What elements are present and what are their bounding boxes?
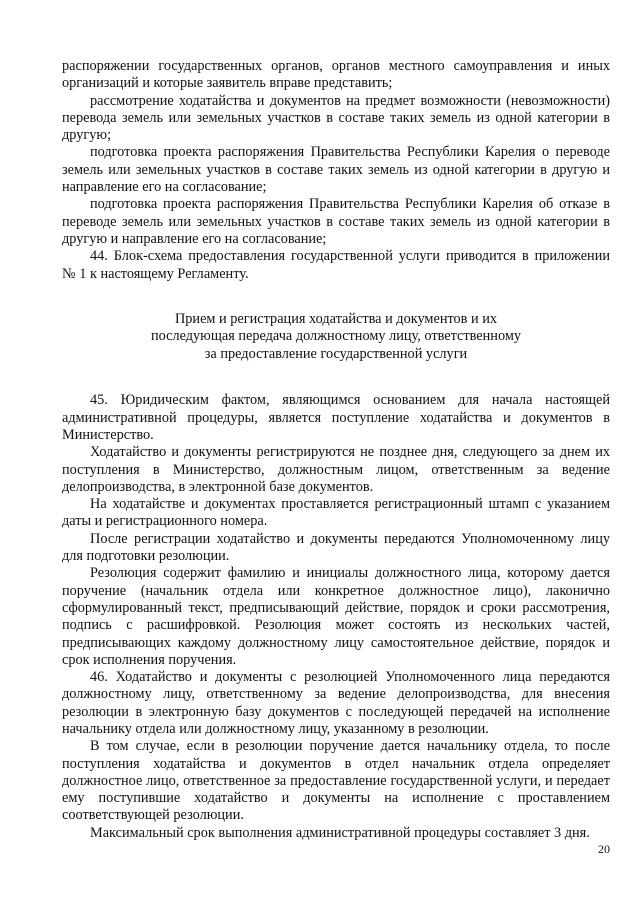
paragraph: В том случае, если в резолюции поручение дается начальнику отдела, то после поступления ходатайства и документов в отдел начальник отдела определяет должностное лицо, ответственное за предоставление государственной услуги, и передает ему поступившие ходатайство и документы на исполнение с проставлением соответствующей резолюции. — [62, 738, 610, 824]
document-body — [62, 58, 610, 842]
paragraph: Ходатайство и документы регистрируются не позднее дня, следующего за днем их поступления в Министерство, должностным лицом, ответственным за ведение делопроизводства, в электронной базе документов. — [62, 444, 610, 495]
paragraph: рассмотрение ходатайства и документов на предмет возможности (невозможности) перевода земель или земельных участков в составе таких земель из одной категории в другую; — [62, 92, 610, 144]
paragraph: После регистрации ходатайство и документы передаются Уполномоченному лицу для подготовки резолюции. — [62, 530, 610, 565]
section-heading — [62, 311, 610, 364]
paragraph: 45. Юридическим фактом, являющимся основанием для начала настоящей административной процедуры, является поступление ходатайства и документов в Министерство. — [62, 392, 610, 443]
page-number: 20 — [598, 842, 610, 856]
section-heading-line: за предоставление государственной услуги — [204, 345, 468, 362]
paragraph: подготовка проекта распоряжения Правительства Республики Карелия об отказе в переводе земель или земельных участков в составе таких земель из одной категории в другую и направление его на согласование; — [62, 196, 610, 247]
section-heading-line: Прием и регистрация ходатайства и документов и их — [174, 310, 498, 327]
paragraph: Максимальный срок выполнения административной процедуры составляет 3 дня. — [90, 824, 590, 841]
paragraph: 46. Ходатайство и документы с резолюцией Уполномоченного лица передаются должностному лицу, ответственному за ведение делопроизводства, для внесения резолюции в электронную базу документов с последующей передачей на исполнение начальнику отдела или должностному лицу, указанному в резолюции. — [62, 669, 610, 737]
section-heading-line: последующая передача должностному лицу, ответственному — [150, 328, 522, 345]
paragraph: Резолюция содержит фамилию и инициалы должностного лица, которому дается поручение (начальник отдела или конкретное должностное лицо), лаконично сформулированный текст, предписывающий действие, порядок и сроки рассмотрения, подпись с расшифровкой. Резолюция может состоять из нескольких частей, предписывающих каждому должностному лицу самостоятельное действие, порядок и срок исполнения поручения. — [62, 565, 610, 668]
paragraph: На ходатайстве и документах проставляется регистрационный штамп с указанием даты и регистрационного номера. — [62, 496, 610, 530]
paragraph: подготовка проекта распоряжения Правительства Республики Карелия о переводе земель или земельных участков в составе таких земель из одной категории в другую и направление его на согласование; — [62, 144, 610, 196]
paragraph: распоряжении государственных органов, органов местного самоуправления и иных организаций и которые заявитель вправе представить; — [62, 58, 610, 92]
paragraph: 44. Блок-схема предоставления государственной услуги приводится в приложении № 1 к настоящему Регламенту. — [62, 248, 610, 282]
